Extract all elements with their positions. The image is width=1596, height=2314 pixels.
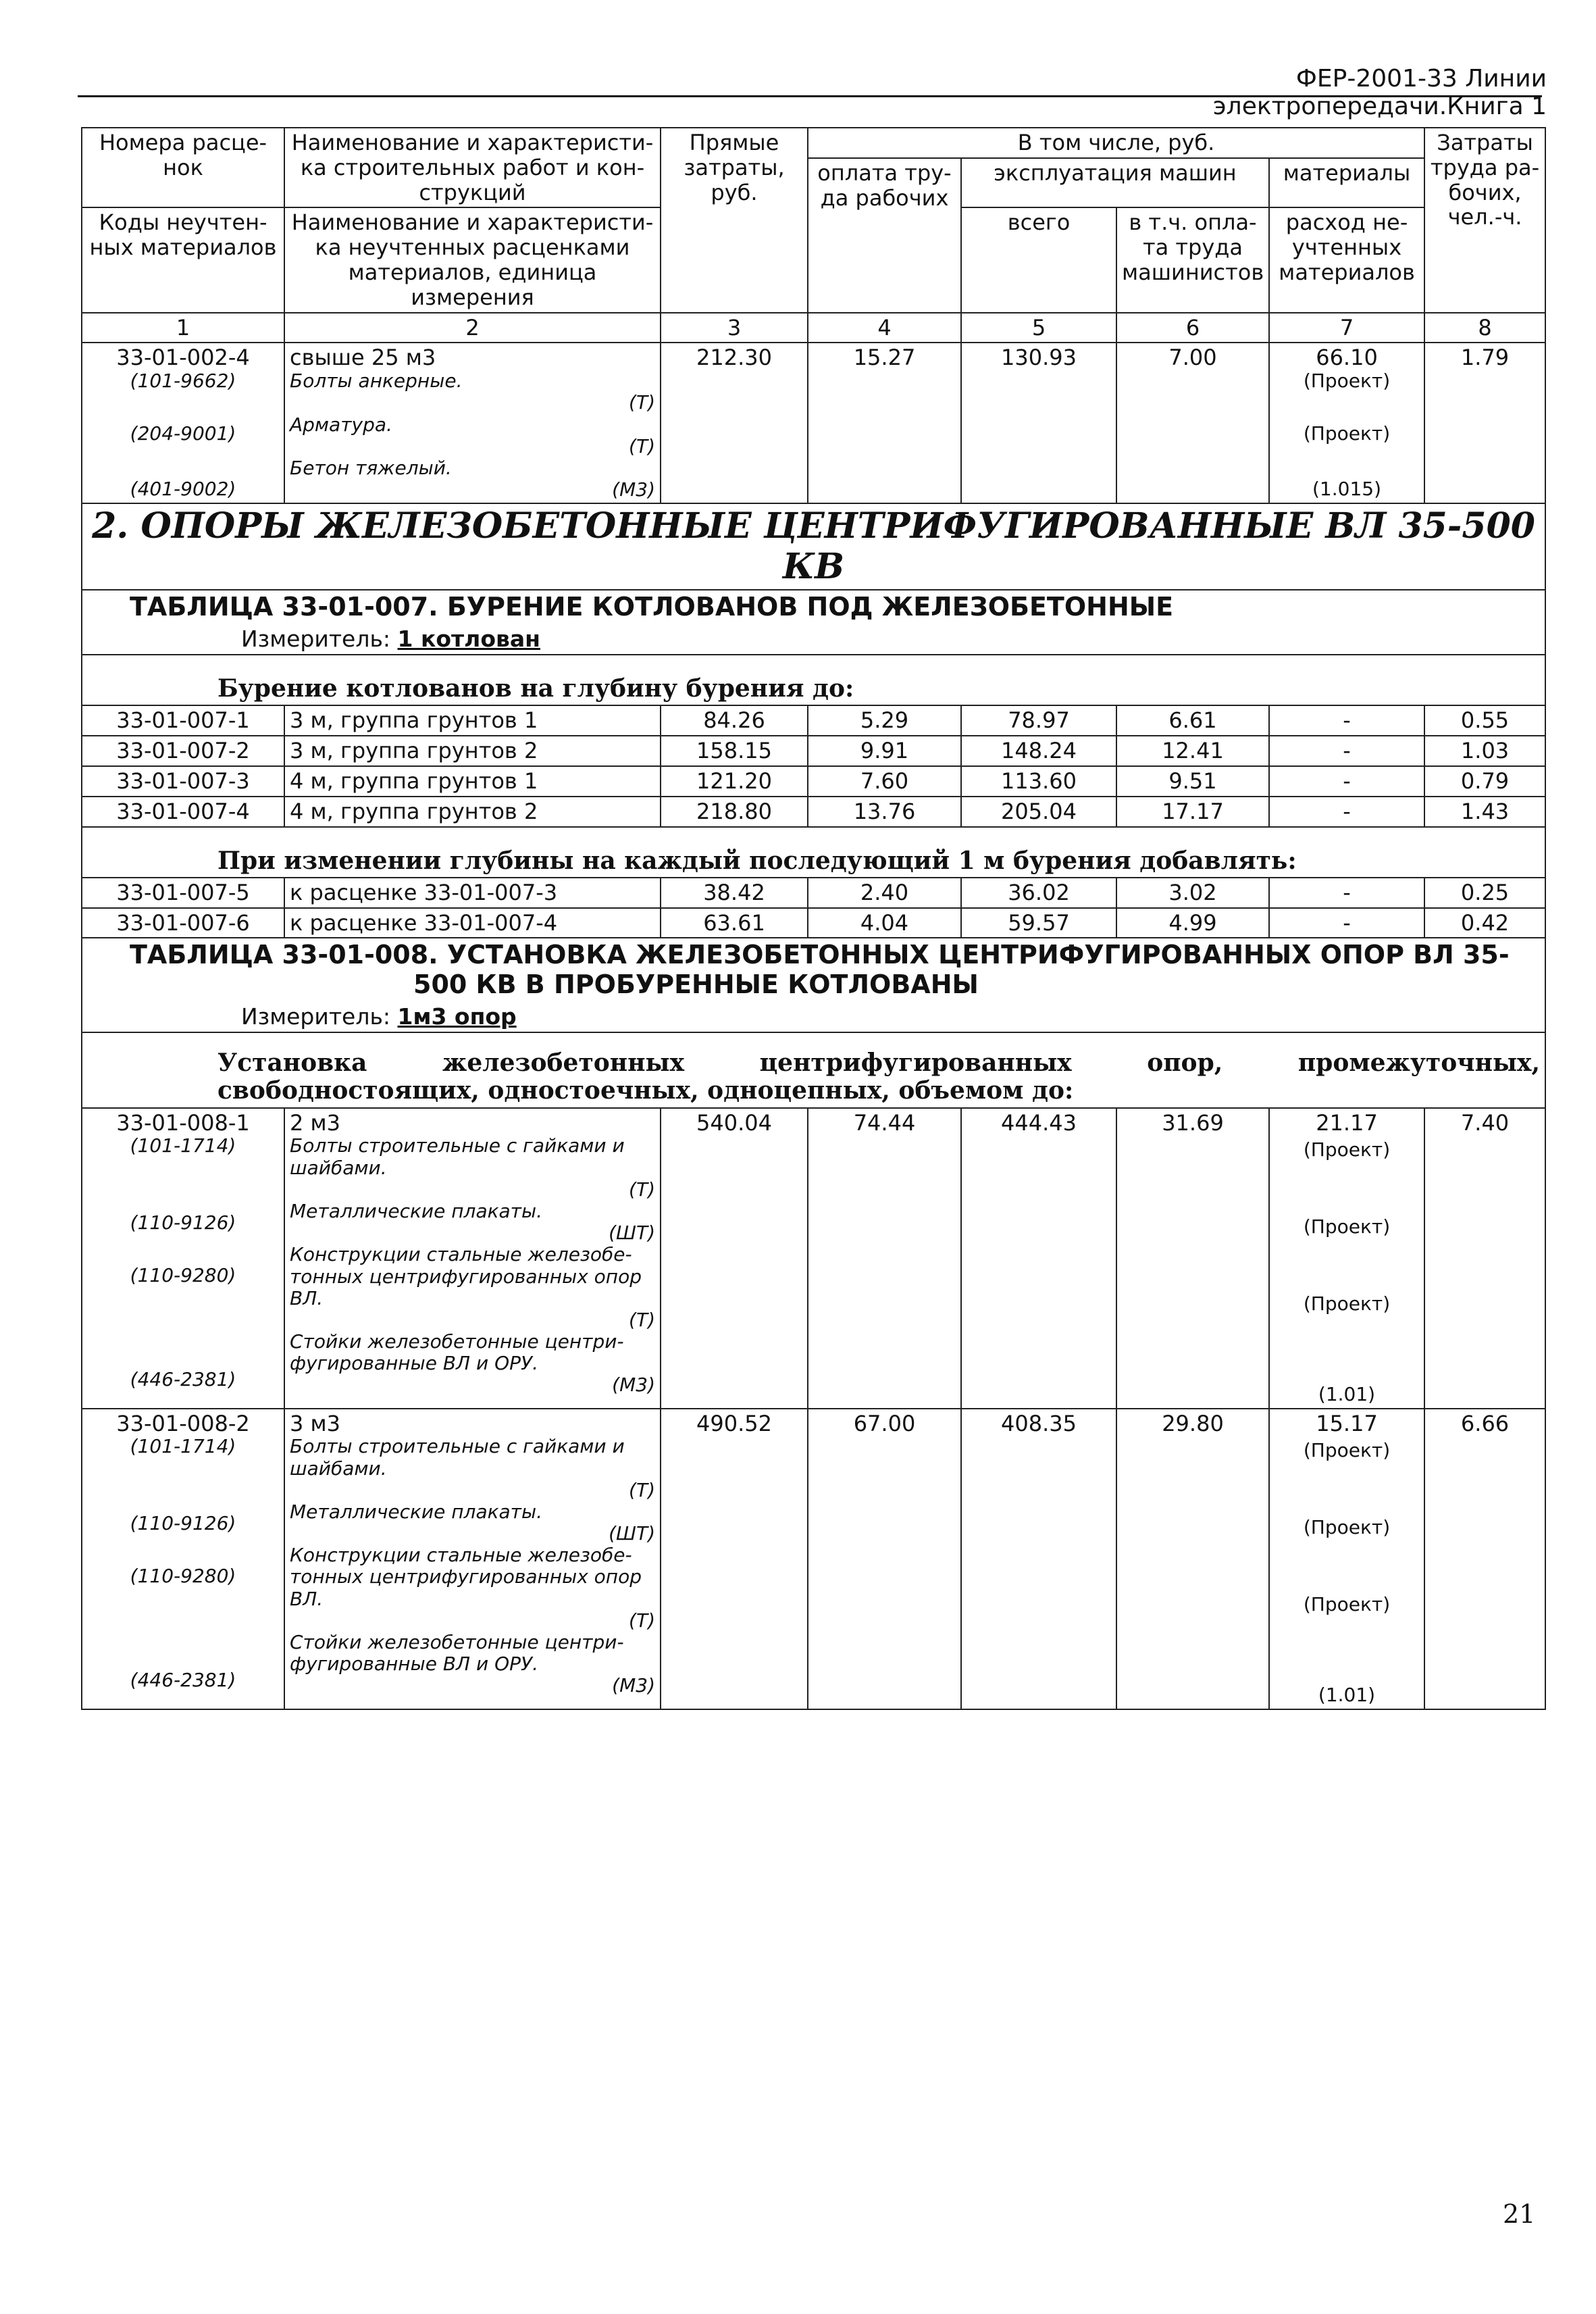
col-materials: материалы <box>1269 158 1424 208</box>
material-name: Конструкции стальные железобе-тонных центрифугированных опор ВЛ. <box>290 1544 642 1610</box>
material-unit: (М3) <box>612 1374 655 1397</box>
meter-row <box>82 624 1545 655</box>
material-code: (110-9126) <box>130 1512 236 1535</box>
rate-name-cell <box>284 343 661 503</box>
labor-cost: 0.42 <box>1424 908 1545 938</box>
material-name: Болты строительные с гайками и шайбами. <box>290 1435 625 1480</box>
material-code: (110-9280) <box>130 1264 236 1287</box>
material-name: Болты строительные с гайками и шайбами. <box>290 1134 625 1179</box>
rate-code: 33-01-007-6 <box>82 908 284 938</box>
column-number: 2 <box>284 313 661 343</box>
meter-value: 1 котлован <box>397 625 540 652</box>
column-number: 6 <box>1116 313 1269 343</box>
direct-cost: 540.04 <box>661 1108 808 1409</box>
header-title: ФЕР-2001-33 Линии электропередачи.Книга 1 <box>1212 65 1547 120</box>
rate-name: 3 м, группа грунтов 1 <box>284 705 661 736</box>
machines-cost: 59.57 <box>961 908 1116 938</box>
material-value: (Проект) <box>1303 1516 1391 1539</box>
wages-cost: 15.27 <box>808 343 961 503</box>
machines-cost: 130.93 <box>961 343 1116 503</box>
meter <box>82 1002 1545 1032</box>
wages-cost: 13.76 <box>808 797 961 827</box>
material-value: (Проект) <box>1303 370 1391 393</box>
blank-row <box>82 655 1545 673</box>
material-code: (401-9002) <box>130 478 236 501</box>
table-row <box>82 705 1545 736</box>
rate-code: 33-01-007-2 <box>82 736 284 766</box>
material-value: (1.01) <box>1318 1383 1376 1406</box>
section-title: 2. ОПОРЫ ЖЕЛЕЗОБЕТОННЫЕ ЦЕНТРИФУГИРОВАННЫЕ ВЛ 35-500 КВ <box>82 503 1545 590</box>
subheading: Установка железобетонных центрифугированных опор, промежуточных, свободностоящих, одностоечных, одноцепных, объемом до: <box>82 1032 1545 1108</box>
machines-wages-cost: 17.17 <box>1116 797 1269 827</box>
subheading: При изменении глубины на каждый последующий 1 м бурения добавлять: <box>82 845 1545 878</box>
machines-cost: 36.02 <box>961 878 1116 908</box>
wages-cost: 4.04 <box>808 908 961 938</box>
materials-cost: 66.10 <box>1316 345 1378 371</box>
material-code: (101-1714) <box>130 1435 236 1458</box>
material-name: Бетон тяжелый. <box>290 456 452 479</box>
header-rule <box>78 95 1542 97</box>
direct-cost: 158.15 <box>661 736 808 766</box>
labor-cost: 6.66 <box>1424 1409 1545 1709</box>
column-number: 4 <box>808 313 961 343</box>
rate-name: 2 м3 <box>290 1109 341 1136</box>
table-row <box>82 343 1545 503</box>
table-row <box>82 736 1545 766</box>
column-numbers-row <box>82 313 1545 343</box>
page-number: 21 <box>1503 2199 1536 2229</box>
materials-cost: - <box>1269 908 1424 938</box>
table-row <box>82 766 1545 797</box>
table-title-line: ТАБЛИЦА 33-01-008. УСТАНОВКА ЖЕЛЕЗОБЕТОННЫХ ЦЕНТРИФУГИРОВАННЫХ ОПОР ВЛ 35- <box>130 940 1510 970</box>
col-rate-number: Номера расце-нок <box>82 128 284 207</box>
table-title <box>82 938 1545 1001</box>
machines-cost: 78.97 <box>961 705 1116 736</box>
table-title-row <box>82 938 1545 1001</box>
rate-code: 33-01-002-4 <box>116 345 250 371</box>
rate-code-cell <box>82 1409 284 1709</box>
table-row <box>82 797 1545 827</box>
material-name: Стойки железобетонные центри-фугированные ВЛ и ОРУ. <box>290 1330 624 1375</box>
col-labor: Затраты труда ра-бочих, чел.-ч. <box>1424 128 1545 313</box>
wages-cost: 2.40 <box>808 878 961 908</box>
machines-wages-cost: 4.99 <box>1116 908 1269 938</box>
blank-cell <box>82 827 1545 845</box>
material-code: (110-9126) <box>130 1211 236 1234</box>
direct-cost: 212.30 <box>661 343 808 503</box>
col-name: Наименование и характеристи-ка строительных работ и кон-струкций <box>284 128 661 207</box>
material-value: (Проект) <box>1303 1439 1391 1462</box>
materials-cost: - <box>1269 705 1424 736</box>
section-title-row <box>82 503 1545 590</box>
header-row-1 <box>82 128 1545 158</box>
rate-code: 33-01-007-5 <box>82 878 284 908</box>
material-code: (101-9662) <box>130 370 236 393</box>
machines-wages-cost: 7.00 <box>1116 343 1269 503</box>
materials-cost: - <box>1269 736 1424 766</box>
col-direct: Прямые затраты, руб. <box>661 128 808 313</box>
material-code: (101-1714) <box>130 1134 236 1157</box>
rate-name: 3 м3 <box>290 1410 341 1436</box>
meter-value: 1м3 опор <box>397 1003 517 1030</box>
col-unaccounted-name: Наименование и характеристи-ка неучтенных расценками материалов, единица измерения <box>284 207 661 312</box>
machines-cost: 408.35 <box>961 1409 1116 1709</box>
machines-wages-cost: 31.69 <box>1116 1108 1269 1409</box>
subheading: Бурение котлованов на глубину бурения до: <box>82 673 1545 705</box>
material-name: Стойки железобетонные центри-фугированные ВЛ и ОРУ. <box>290 1631 624 1676</box>
materials-cost: - <box>1269 878 1424 908</box>
direct-cost: 63.61 <box>661 908 808 938</box>
table-title: ТАБЛИЦА 33-01-007. БУРЕНИЕ КОТЛОВАНОВ ПОД ЖЕЛЕЗОБЕТОННЫЕ <box>82 590 1545 624</box>
machines-cost: 148.24 <box>961 736 1116 766</box>
material-unit: (Т) <box>629 1308 655 1331</box>
machines-wages-cost: 6.61 <box>1116 705 1269 736</box>
materials-cost: 15.17 <box>1316 1410 1378 1436</box>
material-value: (Проект) <box>1303 1292 1391 1315</box>
labor-cost: 0.55 <box>1424 705 1545 736</box>
material-value: (Проект) <box>1303 422 1391 445</box>
meter-label: Измеритель: <box>241 625 391 652</box>
material-value: (1.01) <box>1318 1684 1376 1707</box>
table-row <box>82 1108 1545 1409</box>
materials-cost: - <box>1269 797 1424 827</box>
rate-code-cell <box>82 343 284 503</box>
material-code: (204-9001) <box>130 422 236 445</box>
material-unit: (Т) <box>629 1178 655 1201</box>
table-title-line: 500 КВ В ПРОБУРЕННЫЕ КОТЛОВАНЫ <box>413 970 979 1000</box>
wages-cost: 9.91 <box>808 736 961 766</box>
material-unit: (М3) <box>612 1674 655 1697</box>
rate-code: 33-01-007-3 <box>82 766 284 797</box>
rate-code: 33-01-008-2 <box>116 1410 250 1436</box>
rate-code: 33-01-008-1 <box>116 1109 250 1136</box>
machines-wages-cost: 12.41 <box>1116 736 1269 766</box>
subheading-row <box>82 673 1545 705</box>
machines-wages-cost: 9.51 <box>1116 766 1269 797</box>
machines-cost: 444.43 <box>961 1108 1116 1409</box>
material-name: Конструкции стальные железобе-тонных центрифугированных опор ВЛ. <box>290 1243 642 1309</box>
col-machines-wages: в т.ч. опла-та труда машинистов <box>1116 207 1269 312</box>
materials-cell <box>1269 1409 1424 1709</box>
machines-wages-cost: 29.80 <box>1116 1409 1269 1709</box>
material-unit: (Т) <box>629 1478 655 1501</box>
material-unit: (ШТ) <box>609 1222 655 1244</box>
rates-table <box>81 127 1546 1710</box>
material-value: (1.015) <box>1312 478 1382 501</box>
material-code: (110-9280) <box>130 1565 236 1588</box>
col-unaccounted-codes: Коды неучтен-ных материалов <box>82 207 284 312</box>
column-number: 3 <box>661 313 808 343</box>
direct-cost: 218.80 <box>661 797 808 827</box>
direct-cost: 38.42 <box>661 878 808 908</box>
column-number: 5 <box>961 313 1116 343</box>
material-value: (Проект) <box>1303 1215 1391 1238</box>
table-row <box>82 908 1545 938</box>
table-row <box>82 1409 1545 1709</box>
materials-cell <box>1269 343 1424 503</box>
wages-cost: 5.29 <box>808 705 961 736</box>
meter-row <box>82 1002 1545 1032</box>
rate-name-cell <box>284 1409 661 1709</box>
material-code: (446-2381) <box>130 1368 236 1391</box>
wages-cost: 67.00 <box>808 1409 961 1709</box>
machines-cost: 205.04 <box>961 797 1116 827</box>
wages-cost: 7.60 <box>808 766 961 797</box>
rate-code: 33-01-007-4 <box>82 797 284 827</box>
material-name: Металлические плакаты. <box>290 1199 542 1222</box>
material-unit: (Т) <box>629 1609 655 1632</box>
col-materials-unaccounted: расход не-учтенных материалов <box>1269 207 1424 312</box>
labor-cost: 0.25 <box>1424 878 1545 908</box>
material-name: Болты анкерные. <box>290 370 463 393</box>
col-including: В том числе, руб. <box>808 128 1424 158</box>
column-number: 7 <box>1269 313 1424 343</box>
col-wages: оплата тру-да рабочих <box>808 158 961 313</box>
column-number: 8 <box>1424 313 1545 343</box>
wages-cost: 74.44 <box>808 1108 961 1409</box>
meter <box>82 624 1545 655</box>
material-name: Арматура. <box>290 413 392 436</box>
materials-cost: - <box>1269 766 1424 797</box>
material-value: (Проект) <box>1303 1138 1391 1161</box>
direct-cost: 490.52 <box>661 1409 808 1709</box>
material-unit: (Т) <box>629 434 655 457</box>
rate-code: 33-01-007-1 <box>82 705 284 736</box>
machines-cost: 113.60 <box>961 766 1116 797</box>
materials-cost: 21.17 <box>1316 1109 1378 1136</box>
column-number: 1 <box>82 313 284 343</box>
labor-cost: 1.43 <box>1424 797 1545 827</box>
rate-name: 4 м, группа грунтов 2 <box>284 797 661 827</box>
meter-label: Измеритель: <box>241 1003 391 1030</box>
subheading-row <box>82 845 1545 878</box>
labor-cost: 0.79 <box>1424 766 1545 797</box>
direct-cost: 84.26 <box>661 705 808 736</box>
labor-cost: 7.40 <box>1424 1108 1545 1409</box>
rate-name: свыше 25 м3 <box>290 345 436 371</box>
rate-name: 4 м, группа грунтов 1 <box>284 766 661 797</box>
material-name: Металлические плакаты. <box>290 1500 542 1523</box>
machines-wages-cost: 3.02 <box>1116 878 1269 908</box>
material-unit: (ШТ) <box>609 1522 655 1545</box>
col-machines-total: всего <box>961 207 1116 312</box>
material-code: (446-2381) <box>130 1669 236 1692</box>
labor-cost: 1.03 <box>1424 736 1545 766</box>
table-title-row <box>82 590 1545 624</box>
rate-name: к расценке 33-01-007-3 <box>284 878 661 908</box>
blank-cell <box>82 655 1545 673</box>
rate-name: к расценке 33-01-007-4 <box>284 908 661 938</box>
blank-row <box>82 827 1545 845</box>
material-value: (Проект) <box>1303 1593 1391 1616</box>
rate-name-cell <box>284 1108 661 1409</box>
labor-cost: 1.79 <box>1424 343 1545 503</box>
materials-cell <box>1269 1108 1424 1409</box>
rate-name: 3 м, группа грунтов 2 <box>284 736 661 766</box>
material-unit: (Т) <box>629 391 655 414</box>
table-row <box>82 878 1545 908</box>
subheading-row <box>82 1032 1545 1108</box>
material-unit: (М3) <box>612 478 655 501</box>
rate-code-cell <box>82 1108 284 1409</box>
col-machines: эксплуатация машин <box>961 158 1269 208</box>
direct-cost: 121.20 <box>661 766 808 797</box>
